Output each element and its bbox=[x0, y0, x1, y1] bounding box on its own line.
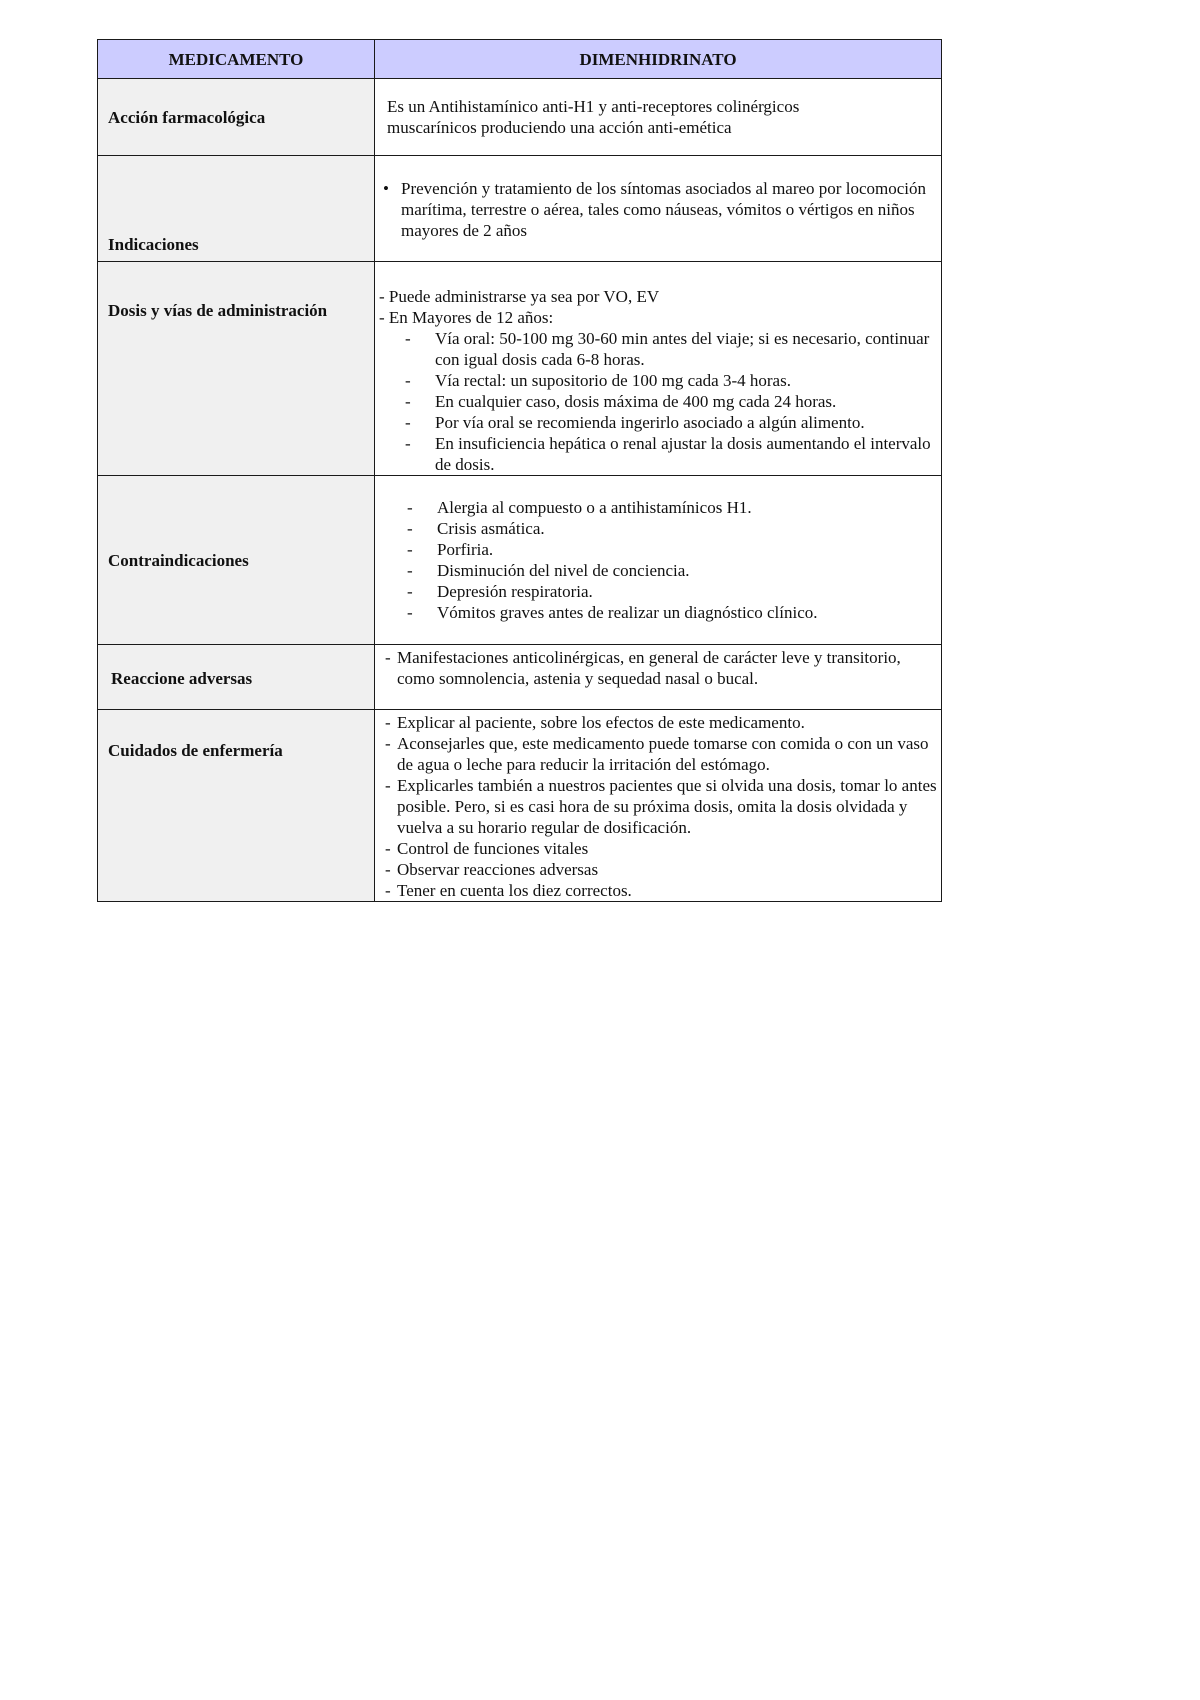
contra-content bbox=[375, 476, 942, 645]
list-item: - Por vía oral se recomienda ingerirlo asociado a algún alimento. bbox=[405, 413, 865, 432]
table-row bbox=[98, 156, 942, 262]
header-medicamento: MEDICAMENTO bbox=[98, 40, 375, 79]
list-item: - Depresión respiratoria. bbox=[407, 582, 593, 601]
table-row bbox=[98, 710, 942, 902]
dash-icon: - bbox=[385, 648, 391, 667]
row-label-dosis: Dosis y vías de administración bbox=[98, 262, 375, 476]
table-row bbox=[98, 79, 942, 156]
dash-icon: - bbox=[385, 734, 391, 753]
row-label-accion: Acción farmacológica bbox=[98, 79, 375, 156]
table-row bbox=[98, 645, 942, 710]
dash-icon: - bbox=[405, 329, 411, 348]
reacciones-content bbox=[375, 645, 942, 710]
dash-icon: - bbox=[407, 582, 413, 601]
table-row bbox=[98, 262, 942, 476]
drug-info-table bbox=[97, 39, 942, 902]
dash-icon: - bbox=[407, 561, 413, 580]
dosis-list bbox=[379, 328, 939, 475]
dosis-content bbox=[375, 262, 942, 476]
accion-text bbox=[375, 79, 942, 156]
list-item: - Disminución del nivel de conciencia. bbox=[407, 561, 690, 580]
dash-icon: - bbox=[407, 498, 413, 517]
list-item: - Crisis asmática. bbox=[407, 519, 545, 538]
list-item: - Alergia al compuesto o a antihistamínicos H1. bbox=[407, 498, 752, 517]
dash-icon: - bbox=[405, 371, 411, 390]
dash-icon: - bbox=[405, 434, 411, 453]
table-row bbox=[98, 476, 942, 645]
dosis-intro-1: - Puede administrarse ya sea por VO, EV bbox=[379, 287, 660, 306]
dash-icon: - bbox=[407, 603, 413, 622]
list-item: - Porfiria. bbox=[407, 540, 494, 559]
list-item: - Observar reacciones adversas bbox=[385, 860, 599, 879]
list-item: - Explicar al paciente, sobre los efectos de este medicamento. bbox=[385, 713, 805, 732]
indicaciones-content bbox=[375, 156, 942, 262]
list-item: - Control de funciones vitales bbox=[385, 839, 589, 858]
dash-icon: - bbox=[385, 839, 391, 858]
header-drug-name: DIMENHIDRINATO bbox=[375, 40, 942, 79]
list-item: - En insuficiencia hepática o renal ajustar la dosis aumentando el intervalo de dosis. bbox=[405, 434, 931, 474]
accion-line-1: Es un Antihistamínico anti-H1 y anti-receptores colinérgicos bbox=[387, 97, 800, 116]
row-label-contraindicaciones: Contraindicaciones bbox=[98, 476, 375, 645]
row-label-reacciones: Reaccione adversas bbox=[98, 645, 375, 710]
dash-icon: - bbox=[407, 540, 413, 559]
cuidados-content bbox=[375, 710, 942, 902]
dash-icon: - bbox=[405, 413, 411, 432]
dash-icon: - bbox=[385, 881, 391, 900]
list-item: - Aconsejarles que, este medicamento puede tomarse con comida o con un vaso de agua o leche para reducir la irritación del estómago. bbox=[385, 734, 929, 774]
list-item: • Prevención y tratamiento de los síntomas asociados al mareo por locomoción marítima, terrestre o aérea, tales como náuseas, vómitos o vértigos en niños mayores de 2 años bbox=[383, 179, 926, 240]
contra-list bbox=[381, 497, 939, 623]
row-label-cuidados: Cuidados de enfermería bbox=[98, 710, 375, 902]
list-item: - Explicarles también a nuestros pacientes que si olvida una dosis, tomar lo antes posible. Pero, si es casi hora de su próxima dosis, omita la dosis olvidada y vuelva a su horario regular de dosificación. bbox=[385, 776, 937, 837]
bullet-icon: • bbox=[383, 179, 389, 198]
list-item: - Vómitos graves antes de realizar un diagnóstico clínico. bbox=[407, 603, 818, 622]
table-header-row bbox=[98, 40, 942, 79]
dash-icon: - bbox=[385, 776, 391, 795]
dash-icon: - bbox=[407, 519, 413, 538]
list-item: - Vía oral: 50-100 mg 30-60 min antes del viaje; si es necesario, continuar con igual dosis cada 6-8 horas. bbox=[405, 329, 930, 369]
dash-icon: - bbox=[405, 392, 411, 411]
cuidados-list bbox=[381, 712, 939, 901]
row-label-indicaciones: Indicaciones bbox=[98, 156, 375, 262]
reacciones-list bbox=[381, 647, 939, 689]
accion-line-2: muscarínicos produciendo una acción anti-emética bbox=[387, 118, 732, 137]
list-item: - Vía rectal: un supositorio de 100 mg cada 3-4 horas. bbox=[405, 371, 791, 390]
list-item: - En cualquier caso, dosis máxima de 400 mg cada 24 horas. bbox=[405, 392, 837, 411]
dash-icon: - bbox=[385, 860, 391, 879]
dosis-intro-2: - En Mayores de 12 años: bbox=[379, 308, 554, 327]
dash-icon: - bbox=[385, 713, 391, 732]
list-item: - Tener en cuenta los diez correctos. bbox=[385, 881, 632, 900]
indicaciones-list bbox=[381, 178, 939, 241]
list-item: - Manifestaciones anticolinérgicas, en general de carácter leve y transitorio, como somnolencia, astenia y sequedad nasal o bucal. bbox=[385, 648, 901, 688]
